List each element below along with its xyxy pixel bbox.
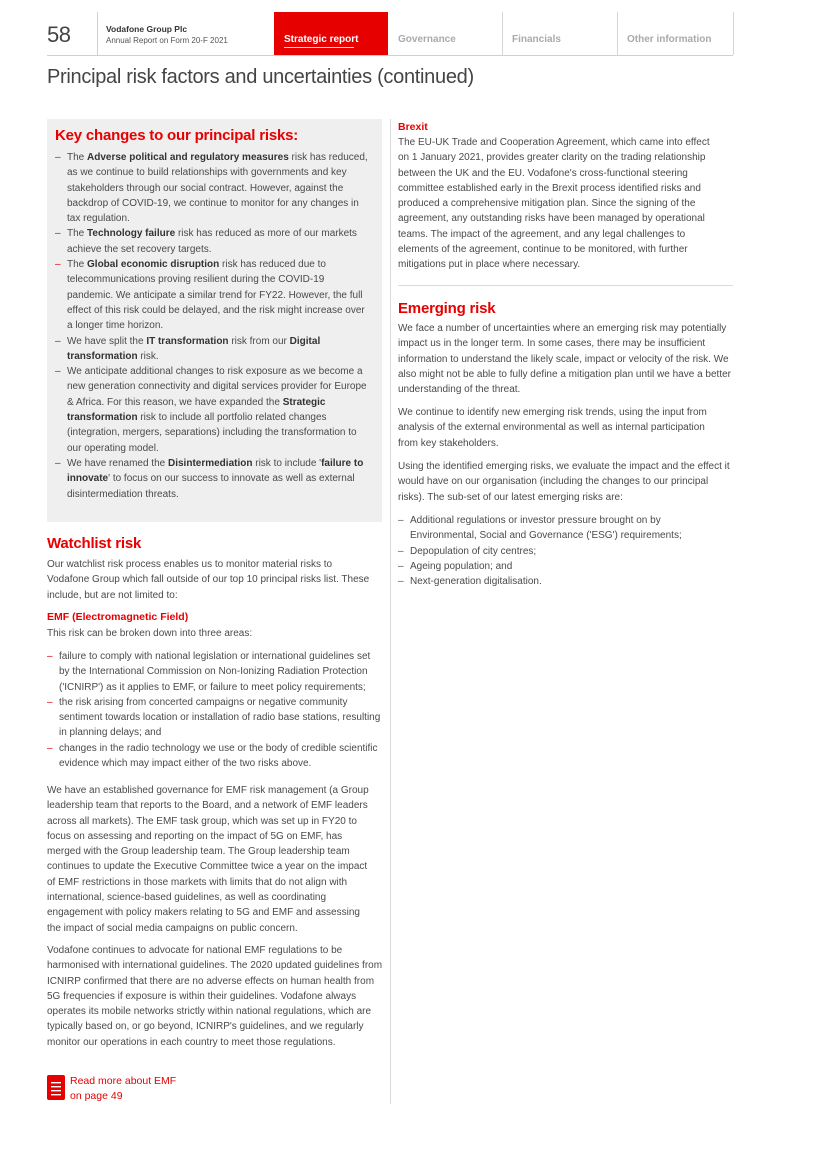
key-changes-list <box>55 150 373 502</box>
section-divider <box>398 285 733 286</box>
emerging-risks-list <box>398 513 708 589</box>
report-name: Annual Report on Form 20-F 2021 <box>106 36 228 45</box>
tab-governance[interactable]: Governance <box>398 34 456 45</box>
page-title: Principal risk factors and uncertainties (continued) <box>47 66 474 88</box>
list-item: – failure to comply with national legislation or international guidelines set by the International Commission on Non-Ionizing Radiation Protection ('ICNIRP') as it applies to EMF, or failure to meet policy requirements; <box>47 649 381 695</box>
page-number: 58 <box>47 22 71 47</box>
brexit-body: The EU-UK Trade and Cooperation Agreement, which came into effect on 1 January 2021, provides greater clarity on the trading relationship between the UK and the EU. Vodafone's cross-functional steering committee established early in the Brexit process identified risks and produced a comprehensive mitigation plan. Since the signing of the agreement, any outstanding risks have been managed by operational teams. The impact of the agreement, and any legal challenges to elements of the agreement, continue to be monitored, with further mitigations put in place where necessary. <box>398 137 710 271</box>
tab-divider <box>733 12 734 55</box>
tab-other-information[interactable]: Other information <box>627 34 712 45</box>
header-divider <box>97 12 98 55</box>
column-divider <box>390 119 391 1104</box>
tab-strategic-report[interactable]: Strategic report <box>274 12 388 55</box>
read-more-line-2: on page 49 <box>70 1090 123 1102</box>
list-item: – Next-generation digitalisation. <box>398 574 708 589</box>
watchlist-intro: Our watchlist risk process enables us to monitor material risks to Vodafone Group which fall outside of our top 10 principal risks list. These include, but are not limited to: <box>47 559 370 601</box>
emf-list <box>47 649 381 771</box>
emf-advocacy-paragraph: Vodafone continues to advocate for national EMF regulations to be harmonised with international guidelines. The 2020 updated guidelines from ICNIRP confirmed that there are no adverse effects on human health from 5G frequencies if exposure is within their guidelines. Vodafone always operates its mobile networks strictly within national regulations, which are typically based on, or go beyond, ICNIRP's guidelines, and we regularly monitor our operations in each country to meet those regulations. <box>47 945 383 1048</box>
list-item: – The Technology failure risk has reduced as more of our markets achieve the set recovery targets. <box>55 226 373 257</box>
list-item: – changes in the radio technology we use or the body of credible scientific evidence which may impact either of the two risks above. <box>47 741 381 772</box>
company-name: Vodafone Group Plc <box>106 24 188 34</box>
list-item: – Additional regulations or investor pressure brought on by Environmental, Social and Governance ('ESG') requirements; <box>398 513 708 544</box>
brexit-heading: Brexit <box>398 121 428 133</box>
document-icon <box>47 1075 65 1100</box>
emerging-para-3: Using the identified emerging risks, we evaluate the impact and the effect it would have on our organisation (including the changes to our principal risks). The sub-set of our latest emerging risks are: <box>398 461 730 503</box>
list-item: – The Adverse political and regulatory measures risk has reduced, as we continue to build relationships with governments and key stakeholders through our social contract. However, against the backdrop of COVID-19, we continue to monitor for any changes in tax regulation. <box>55 150 373 226</box>
emf-heading: EMF (Electromagnetic Field) <box>47 611 189 623</box>
emerging-para-1: We face a number of uncertainties where an emerging risk may potentially impact us in the longer term. In some cases, there may be insufficient information to understand the likely scale, impact or velocity of the risk. We also might not be able to fully define a mitigation plan until we have a better understanding of the threat. <box>398 323 731 396</box>
list-item: – We have renamed the Disintermediation risk to include 'failure to innovate' to focus on our success to innovate as well as external disintermediation threats. <box>55 456 373 502</box>
watchlist-heading: Watchlist risk <box>47 535 142 552</box>
read-more-line-1: Read more about EMF <box>70 1075 177 1087</box>
key-changes-heading: Key changes to our principal risks: <box>55 127 299 144</box>
tab-financials[interactable]: Financials <box>512 34 561 45</box>
list-item: – the risk arising from concerted campaigns or negative community sentiment towards location or installation of radio base stations, resulting in planning delays; and <box>47 695 381 741</box>
list-item: – We have split the IT transformation risk from our Digital transformation risk. <box>55 334 373 365</box>
list-item: – Depopulation of city centres; <box>398 544 708 559</box>
emerging-para-2: We continue to identify new emerging risk trends, using the input from analysis of the external environmental as well as internal participation from key stakeholders. <box>398 407 707 449</box>
list-item: – We anticipate additional changes to risk exposure as we become a new generation connectivity and digital services provider for Europe & Africa. For this reason, we have expanded the Strategic transformation risk to include all portfolio related changes (integration, mergers, separations) including the transformation to our operating model. <box>55 364 373 456</box>
emf-governance-paragraph: We have an established governance for EMF risk management (a Group leadership team that reports to the Board, and a network of EMF leaders across all markets). The EMF task group, which was set up in FY20 to focus on assessing and reporting on the impact of 5G on EMF, has merged with the Group leadership team. The Group leadership team continues to update the Executive Committee twice a year on the impact of EMF restrictions in those markets with limits that do not align with international, science-based guidelines, as well as coordinating engagement with policy makers relating to 5G and EMF and assessing the impact of social media campaigns on public concern. <box>47 785 369 934</box>
header-rule <box>47 55 733 56</box>
emerging-risk-heading: Emerging risk <box>398 300 496 317</box>
read-more-emf-link[interactable] <box>70 1074 176 1104</box>
list-item: – The Global economic disruption risk has reduced due to telecommunications proving resilient during the COVID-19 pandemic. We anticipate a similar trend for FY22. However, the full effect of this risk could be delayed, and the risk might increase over a longer time horizon. <box>55 257 373 333</box>
emf-intro: This risk can be broken down into three areas: <box>47 628 253 639</box>
list-item: – Ageing population; and <box>398 559 708 574</box>
